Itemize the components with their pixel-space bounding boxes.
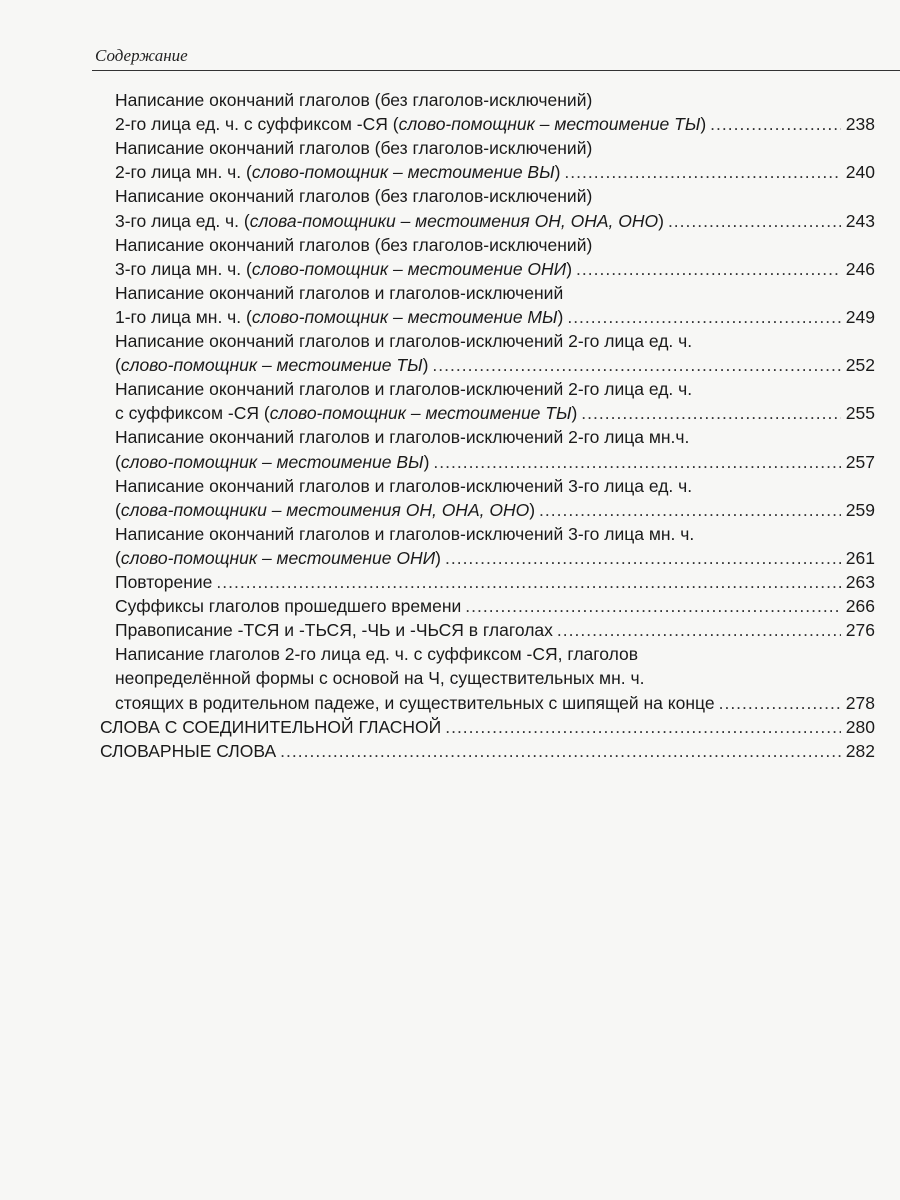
toc-section-title: СЛОВА С СОЕДИНИТЕЛЬНОЙ ГЛАСНОЙ [100,716,442,737]
toc-entry-text [115,401,577,425]
toc-entry-plain: ( [115,547,121,568]
toc-entry[interactable] [115,257,875,281]
toc-entry[interactable] [115,209,875,233]
toc-entry-italic: слово-помощник – местоимение ОНИ [120,547,436,568]
page-number: 246 [845,258,875,279]
toc-entry-close: ) [422,355,429,376]
toc-entry-plain: стоящих в родительном падеже, и существительных с шипящей на конце [115,692,715,713]
toc-section[interactable] [100,715,875,739]
dot-leader [557,618,841,642]
toc-entry-text: неопределённой формы с основой на Ч, существительных мн. ч. [115,668,645,689]
page-number: 259 [845,499,875,520]
page-number: 278 [845,692,875,713]
toc-entry-text: Написание окончаний глаголов и глаголов-исключений 2-го лица мн.ч. [115,427,690,448]
toc-entry-close: ) [423,451,430,472]
page-number: 240 [845,162,875,183]
toc-entry-text [115,618,553,642]
toc-entry-close: ) [554,162,561,183]
toc-entry-text: Написание окончаний глаголов (без глаголов-исключений) [115,138,593,159]
page-number: 282 [845,740,875,761]
toc-entry-text [115,570,212,594]
toc-entry-italic: слово-помощник – местоимение ОНИ [251,258,567,279]
page-number: 238 [845,114,875,135]
page-number: 261 [845,547,875,568]
toc-entry-italic: слова-помощники – местоимения ОН, ОНА, ОНО [249,210,659,231]
toc-entry-text [115,498,535,522]
dot-leader [539,498,841,522]
toc-entry-text: Написание окончаний глаголов и глаголов-исключений 3-го лица мн. ч. [115,523,695,544]
toc-entry-close: ) [658,210,664,231]
toc-entry-plain: с суффиксом -СЯ ( [115,403,270,424]
dot-leader [719,691,841,715]
toc-entry-text: Написание окончаний глаголов (без глаголов-исключений) [115,234,593,255]
toc-entry-line [115,233,875,257]
toc-entry[interactable] [115,160,875,184]
toc-entry-line [115,184,875,208]
toc-entry-plain: ( [115,451,121,472]
toc-entry-plain: 3-го лица ед. ч. ( [115,210,250,231]
toc-entry[interactable] [115,691,875,715]
toc-entry-text: Написание окончаний глаголов и глаголов-исключений [115,282,564,303]
toc-entry-text [115,546,441,570]
toc-entry-italic: слово-помощник – местоимение ТЫ [120,355,423,376]
toc-entry-plain: 3-го лица мн. ч. ( [115,258,252,279]
page-number: 255 [845,403,875,424]
toc-section-title: СЛОВАРНЫЕ СЛОВА [100,740,277,761]
toc-entry[interactable] [115,570,875,594]
dot-leader [280,739,841,763]
toc-entry-text [115,305,563,329]
toc-entry-italic: слова-помощники – местоимения ОН, ОНА, ОНО [120,499,530,520]
page-number: 280 [845,716,875,737]
toc-entry-plain: 1-го лица мн. ч. ( [115,306,252,327]
toc-entry-line [115,474,875,498]
toc-entry-plain: ( [115,355,121,376]
toc-entry[interactable] [115,618,875,642]
toc-entry-text: Написание окончаний глаголов (без глаголов-исключений) [115,186,593,207]
page-header: Содержание [95,46,188,65]
dot-leader [465,594,841,618]
toc-entry-text [115,594,461,618]
toc-entry-line [115,88,875,112]
toc-entry-line [115,281,875,305]
page-number: 243 [845,210,875,231]
toc-entry-italic: слово-помощник – местоимение ТЫ [398,114,701,135]
toc-entry-line [115,522,875,546]
page-number: 257 [845,451,875,472]
toc-entry-plain: Повторение [115,572,213,592]
toc-entry-line [115,425,875,449]
toc-entry-close: ) [529,499,536,520]
toc-entry-text [115,257,572,281]
dot-leader [567,305,841,329]
toc-entry[interactable] [115,353,875,377]
toc-entry-italic: слово-помощник – местоимение ТЫ [269,403,572,424]
toc-entry-text: Написание окончаний глаголов и глаголов-исключений 3-го лица ед. ч. [115,475,693,496]
toc-entry[interactable] [115,112,875,136]
toc-entry-text: Написание окончаний глаголов и глаголов-исключений 2-го лица ед. ч. [115,331,693,351]
toc-entry-text: Написание окончаний глаголов и глаголов-исключений 2-го лица ед. ч. [115,379,693,400]
toc-entry-close: ) [435,547,441,568]
dot-leader [710,112,841,136]
toc-entry-plain: Правописание -ТСЯ и -ТЬСЯ, -ЧЬ и -ЧЬСЯ в глаголах [115,620,553,641]
toc-entry-close: ) [557,306,564,327]
toc-entry-line [115,642,875,666]
toc-entry[interactable] [115,498,875,522]
toc-entry[interactable] [115,305,875,329]
toc-entry-italic: слово-помощник – местоимение МЫ [251,306,558,327]
toc-entry-italic: слово-помощник – местоимение ВЫ [120,451,424,472]
dot-leader [581,401,841,425]
toc-entry[interactable] [115,401,875,425]
toc-entry-plain: 2-го лица ед. ч. с суффиксом -СЯ ( [115,114,399,135]
page-number: 249 [845,306,875,327]
dot-leader [433,450,841,474]
toc-entry-close: ) [700,114,707,135]
toc-entry-italic: слово-помощник – местоимение ВЫ [251,162,555,183]
toc-entry-text [115,450,429,474]
header-rule [92,70,900,71]
toc-entry[interactable] [115,594,875,618]
toc-entry-text [115,691,715,715]
dot-leader [445,546,841,570]
toc-section[interactable] [100,739,875,763]
page-number: 276 [845,620,875,641]
toc-entry-line [115,329,875,353]
toc-entry[interactable] [115,546,875,570]
toc-entry-close: ) [566,258,573,279]
toc-entry-close: ) [571,403,578,424]
toc-entry-plain: 2-го лица мн. ч. ( [115,162,252,183]
toc-entry-plain: Суффиксы глаголов прошедшего времени [115,596,462,617]
toc-entry-line [115,666,875,690]
dot-leader [432,353,841,377]
toc-entry-plain: ( [115,499,121,520]
toc-entry-text: Написание глаголов 2-го лица ед. ч. с суффиксом -СЯ, глаголов [115,644,639,665]
toc-entry-line [115,377,875,401]
page-number: 263 [845,572,875,592]
dot-leader [445,715,841,739]
dot-leader [564,160,841,184]
dot-leader [576,257,841,281]
toc-entry-text [115,112,706,136]
toc-entry-text [115,160,560,184]
toc-entry-text [115,209,664,233]
dot-leader [668,209,841,233]
page-number: 252 [845,355,875,376]
toc-entry-text [115,353,428,377]
dot-leader [216,570,841,594]
bleed-through-bottom [100,790,900,1190]
page-number: 266 [845,596,875,617]
toc-entry-line [115,136,875,160]
toc-entry-text: Написание окончаний глаголов (без глаголов-исключений) [115,90,593,110]
toc-entry[interactable] [115,450,875,474]
